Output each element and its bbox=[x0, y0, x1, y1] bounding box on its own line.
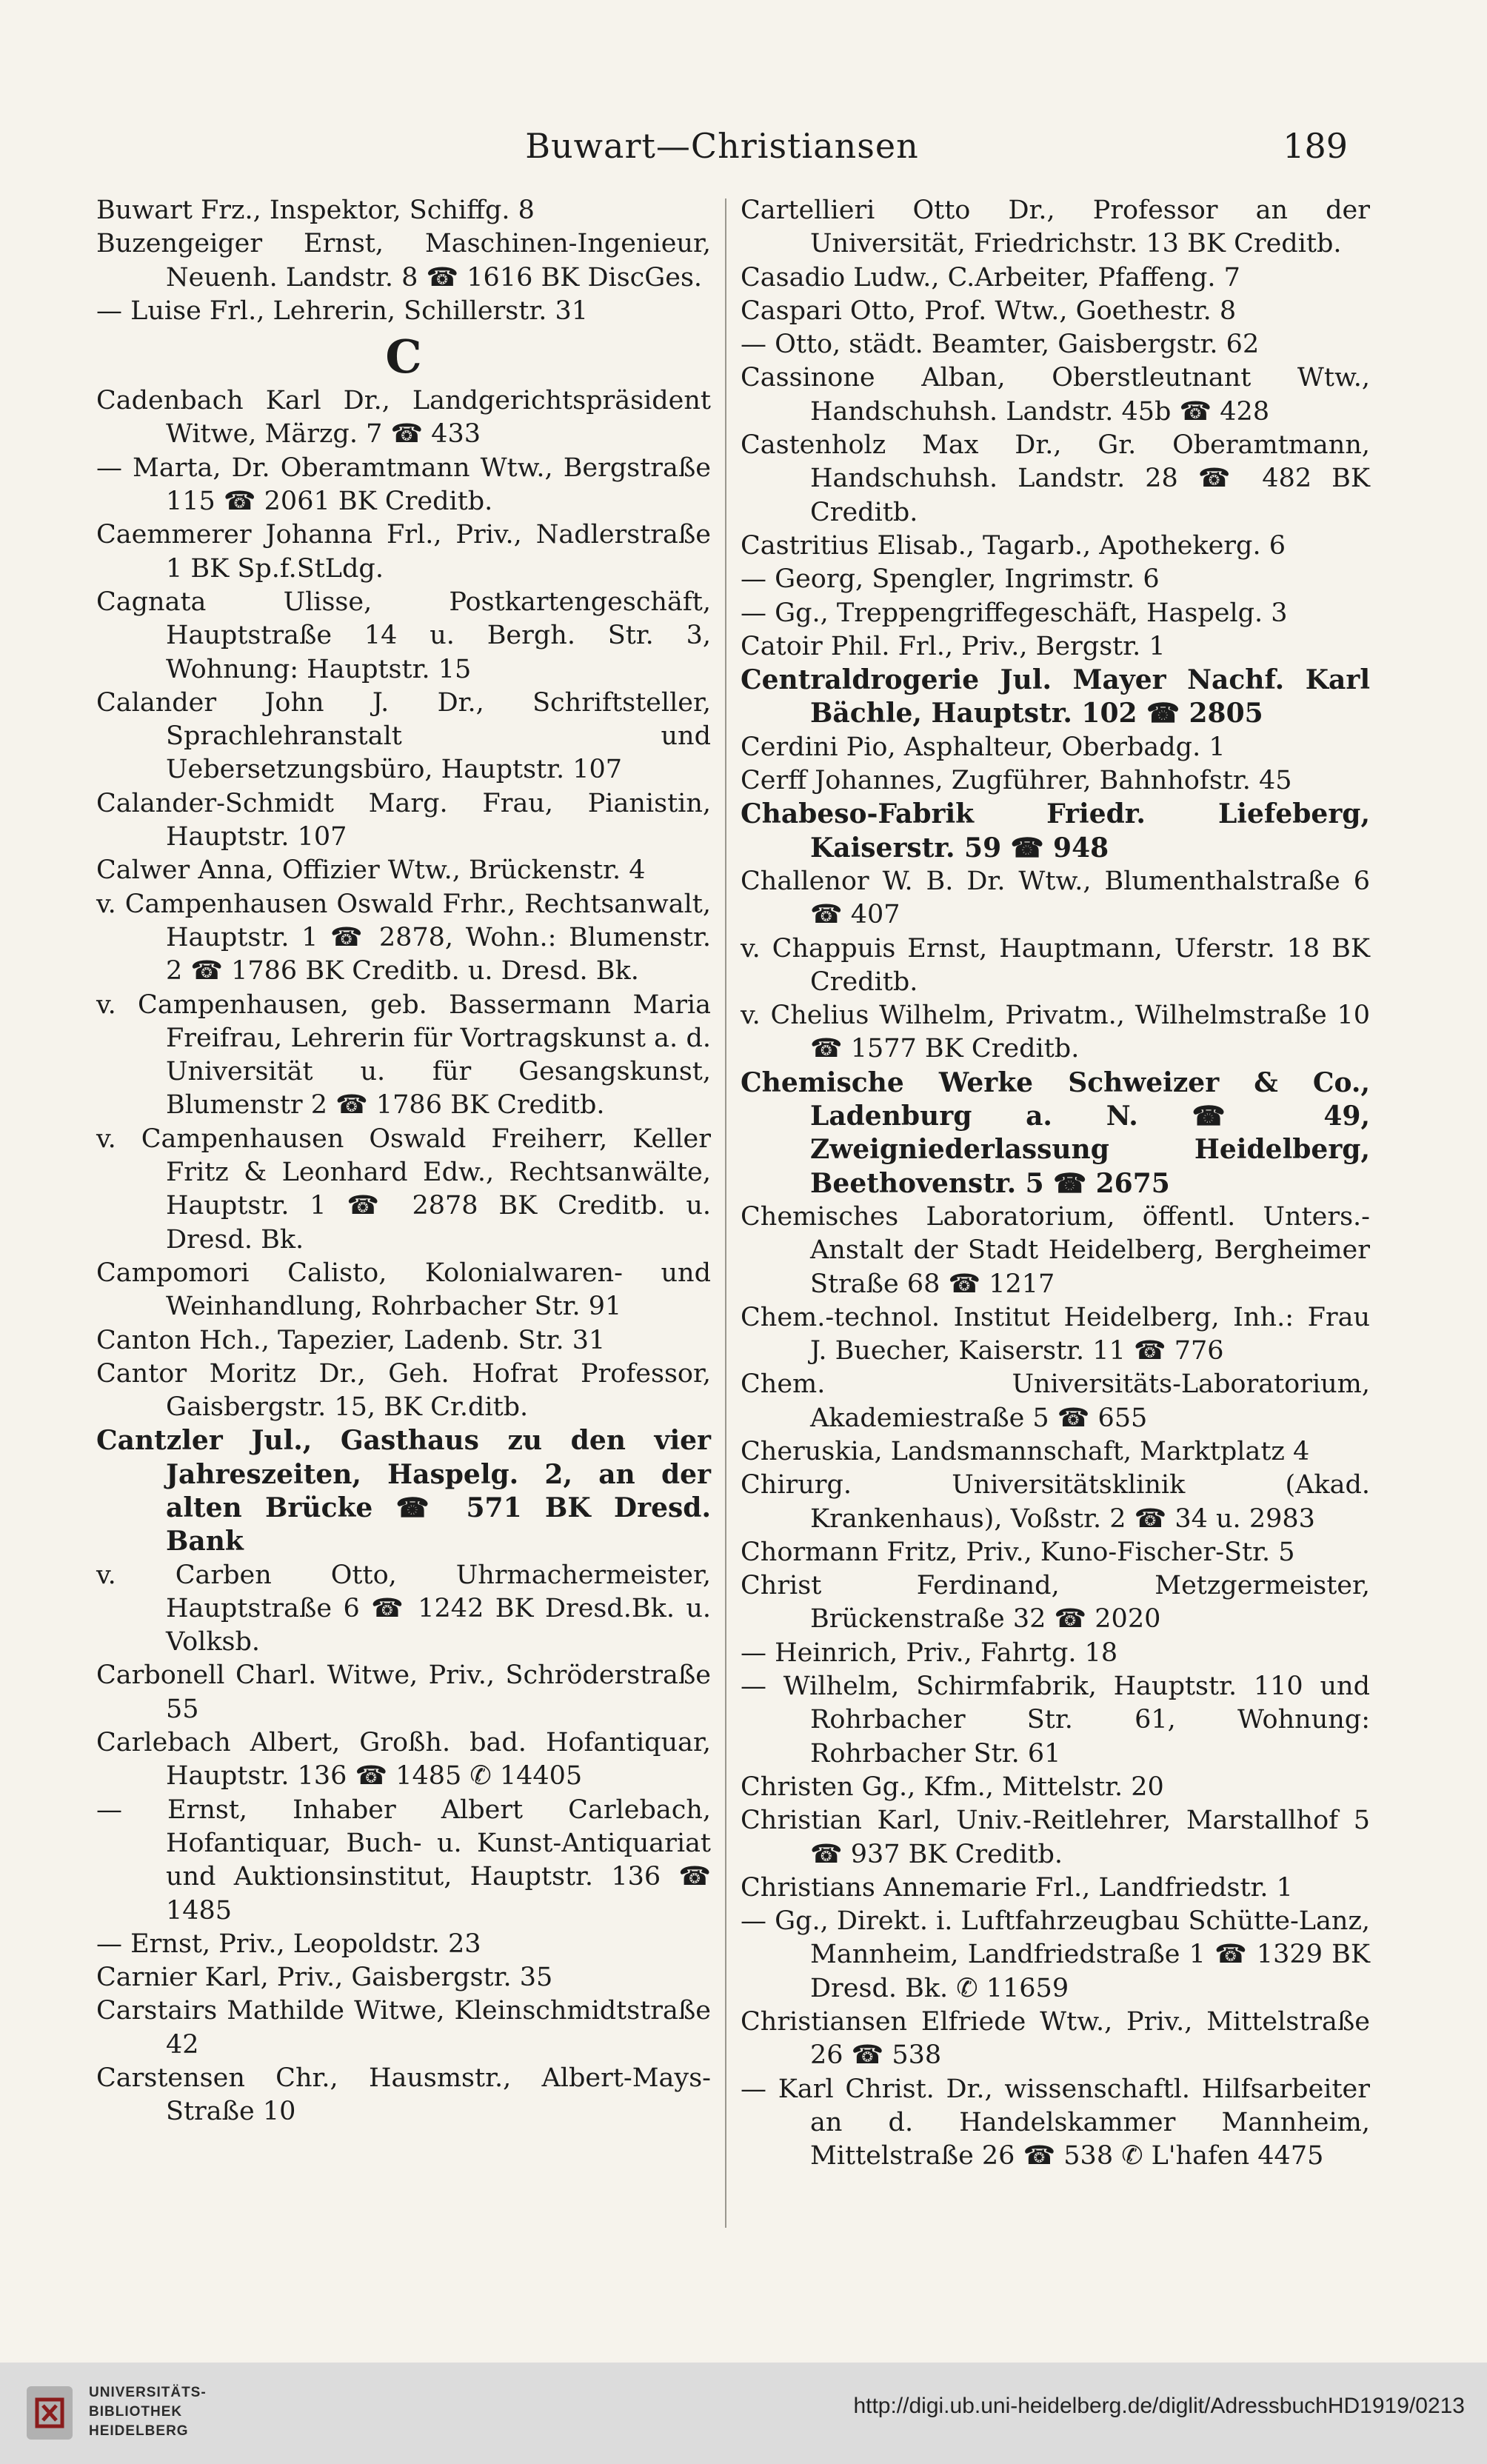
directory-entry: — Heinrich, Priv., Fahrtg. 18 bbox=[741, 1637, 1118, 1668]
directory-entry: Cagnata Ulisse, Postkartengeschäft, Hauptstraße 14 u. Bergh. Str. 3, Wohnung: Hauptstr. 15 bbox=[96, 587, 711, 684]
section-letter-heading: C bbox=[385, 330, 422, 384]
directory-entry: Chirurg. Universitätsklinik (Akad. Krankenhaus), Voßstr. 2 ☎ 34 u. 2983 bbox=[741, 1470, 1370, 1534]
directory-entry: Carnier Karl, Priv., Gaisbergstr. 35 bbox=[96, 1963, 553, 1993]
directory-entry-advert: Centraldrogerie Jul. Mayer Nachf. Karl Bächle, Hauptstr. 102 ☎ 2805 bbox=[741, 664, 1370, 729]
directory-entry: — Georg, Spengler, Ingrimstr. 6 bbox=[741, 564, 1160, 595]
directory-entry: Buzengeiger Ernst, Maschinen-Ingenieur, Neuenh. Landstr. 8 ☎ 1616 BK DiscGes. bbox=[96, 229, 711, 293]
directory-entry-advert: Chabeso-Fabrik Friedr. Liefeberg, Kaiserstr. 59 ☎ 948 bbox=[741, 798, 1370, 864]
directory-entry: Chem.-technol. Institut Heidelberg, Inh.: Frau J. Buecher, Kaiserstr. 11 ☎ 776 bbox=[741, 1302, 1370, 1366]
directory-entry: Chormann Fritz, Priv., Kuno-Fischer-Str. 5 bbox=[741, 1537, 1295, 1567]
directory-entry: Carstensen Chr., Hausmstr., Albert-Mays-Straße 10 bbox=[96, 2063, 711, 2127]
directory-entry: Cassinone Alban, Oberstleutnant Wtw., Handschuhsh. Landstr. 45b ☎ 428 bbox=[741, 363, 1370, 427]
directory-entry: Calander John J. Dr., Schriftsteller, Sprachlehranstalt und Uebersetzungsbüro, Hauptstr. 107 bbox=[96, 687, 711, 785]
right-column bbox=[741, 194, 1370, 2174]
directory-entry-advert: Cantzler Jul., Gasthaus zu den vier Jahreszeiten, Haspelg. 2, an der alten Brücke ☎ 571 BK Dresd. Bank bbox=[96, 1425, 711, 1557]
directory-entry: v. Chelius Wilhelm, Privatm., Wilhelmstraße 10 ☎ 1577 BK Creditb. bbox=[741, 1001, 1370, 1064]
directory-entry: Cheruskia, Landsmannschaft, Marktplatz 4 bbox=[741, 1436, 1310, 1466]
library-seal-icon bbox=[24, 2383, 76, 2443]
directory-entry: — Marta, Dr. Oberamtmann Wtw., Bergstraße 115 ☎ 2061 BK Creditb. bbox=[96, 453, 711, 517]
directory-entry: Castenholz Max Dr., Gr. Oberamtmann, Handschuhsh. Landstr. 28 ☎ 482 BK Creditb. bbox=[741, 430, 1370, 527]
directory-entry: — Luise Frl., Lehrerin, Schillerstr. 31 bbox=[96, 296, 588, 326]
directory-entry-advert: Chemische Werke Schweizer & Co., Ladenburg a. N. ☎ 49, Zweigniederlassung Heidelberg, Beethovenstr. 5 ☎ 2675 bbox=[741, 1066, 1370, 1199]
library-logo bbox=[24, 2379, 209, 2449]
directory-entry: Cantor Moritz Dr., Geh. Hofrat Professor, Gaisbergstr. 15, BK Cr.ditb. bbox=[96, 1358, 711, 1423]
footer-bar bbox=[0, 2363, 1487, 2464]
running-head: Buwart—Christiansen bbox=[525, 126, 919, 166]
column-divider bbox=[725, 198, 726, 2228]
directory-entry: Campomori Calisto, Kolonialwaren- und Weinhandlung, Rohrbacher Str. 91 bbox=[96, 1258, 711, 1322]
directory-entry: — Otto, städt. Beamter, Gaisbergstr. 62 bbox=[741, 330, 1260, 360]
directory-entry: — Wilhelm, Schirmfabrik, Hauptstr. 110 und Rohrbacher Str. 61, Wohnung: Rohrbacher Str. 61 bbox=[741, 1672, 1370, 1769]
directory-entry: — Gg., Treppengriffegeschäft, Haspelg. 3 bbox=[741, 598, 1288, 628]
directory-entry: Cerff Johannes, Zugführer, Bahnhofstr. 45 bbox=[741, 766, 1292, 796]
directory-entry: Castritius Elisab., Tagarb., Apothekerg. 6 bbox=[741, 530, 1286, 561]
directory-entry: Chem. Universitäts-Laboratorium, Akademiestraße 5 ☎ 655 bbox=[741, 1369, 1370, 1433]
directory-entry: Carlebach Albert, Großh. bad. Hofantiquar, Hauptstr. 136 ☎ 1485 ✆ 14405 bbox=[96, 1728, 711, 1792]
directory-entry: Caspari Otto, Prof. Wtw., Goethestr. 8 bbox=[741, 296, 1237, 326]
directory-entry: Caemmerer Johanna Frl., Priv., Nadlerstraße 1 BK Sp.f.StLdg. bbox=[96, 520, 711, 584]
directory-entry: v. Campenhausen Oswald Frhr., Rechtsanwalt, Hauptstr. 1 ☎ 2878, Wohn.: Blumenstr. 2 ☎ 1786 BK Creditb. u. Dresd. Bk. bbox=[96, 889, 711, 986]
directory-entry: Challenor W. B. Dr. Wtw., Blumenthalstraße 6 ☎ 407 bbox=[741, 866, 1370, 930]
directory-entry: Calander-Schmidt Marg. Frau, Pianistin, Hauptstr. 107 bbox=[96, 788, 711, 852]
directory-entry: — Karl Christ. Dr., wissenschaftl. Hilfsarbeiter an d. Handelskammer Mannheim, Mittelstraße 26 ☎ 538 ✆ L'hafen 4475 bbox=[741, 2074, 1370, 2171]
directory-entry: Cartellieri Otto Dr., Professor an der Universität, Friedrichstr. 13 BK Creditb. bbox=[741, 196, 1370, 259]
directory-entry: — Ernst, Inhaber Albert Carlebach, Hofantiquar, Buch- u. Kunst-Antiquariat und Auktionsinstitut, Hauptstr. 136 ☎ 1485 bbox=[96, 1794, 711, 1926]
directory-entry: Catoir Phil. Frl., Priv., Bergstr. 1 bbox=[741, 631, 1166, 661]
directory-entry: v. Chappuis Ernst, Hauptmann, Uferstr. 18 BK Creditb. bbox=[741, 933, 1370, 997]
directory-entry: Casadio Ludw., C.Arbeiter, Pfaffeng. 7 bbox=[741, 262, 1240, 293]
directory-entry: Chemisches Laboratorium, öffentl. Unters.-Anstalt der Stadt Heidelberg, Bergheimer Straße 68 ☎ 1217 bbox=[741, 1201, 1370, 1299]
left-column bbox=[96, 194, 711, 2129]
library-name: UNIVERSITÄTS- BIBLIOTHEK HEIDELBERG bbox=[89, 2385, 207, 2439]
directory-entry: Christian Karl, Univ.-Reitlehrer, Marstallhof 5 ☎ 937 BK Creditb. bbox=[741, 1806, 1370, 1869]
page-header bbox=[96, 126, 1348, 185]
directory-entry: Christ Ferdinand, Metzgermeister, Brückenstraße 32 ☎ 2020 bbox=[741, 1571, 1370, 1635]
directory-entry: v. Carben Otto, Uhrmachermeister, Hauptstraße 6 ☎ 1242 BK Dresd.Bk. u. Volksb. bbox=[96, 1560, 711, 1657]
directory-entry: — Ernst, Priv., Leopoldstr. 23 bbox=[96, 1929, 481, 1959]
directory-entry: Calwer Anna, Offizier Wtw., Brückenstr. 4 bbox=[96, 855, 646, 886]
directory-entry: v. Campenhausen Oswald Freiherr, Keller Fritz & Leonhard Edw., Rechtsanwälte, Hauptstr. 1 ☎ 2878 BK Creditb. u. Dresd. Bk. bbox=[96, 1124, 711, 1255]
source-url[interactable]: http://digi.ub.uni-heidelberg.de/diglit/AdressbuchHD1919/0213 bbox=[853, 2394, 1465, 2418]
page-number: 189 bbox=[1283, 126, 1348, 166]
directory-entry: Carstairs Mathilde Witwe, Kleinschmidtstraße 42 bbox=[96, 1996, 711, 2060]
directory-entry: — Gg., Direkt. i. Luftfahrzeugbau Schütte-Lanz, Mannheim, Landfriedstraße 1 ☎ 1329 BK Dresd. Bk. ✆ 11659 bbox=[741, 1906, 1371, 2003]
directory-entry: Canton Hch., Tapezier, Ladenb. Str. 31 bbox=[96, 1325, 606, 1355]
directory-entry: v. Campenhausen, geb. Bassermann Maria Freifrau, Lehrerin für Vortragskunst a. d. Universität u. für Gesangskunst, Blumenstr 2 ☎ 1786 BK Creditb. bbox=[96, 989, 711, 1121]
directory-entry: Cadenbach Karl Dr., Landgerichtspräsident Witwe, Märzg. 7 ☎ 433 bbox=[96, 386, 711, 450]
directory-entry: Christiansen Elfriede Wtw., Priv., Mittelstraße 26 ☎ 538 bbox=[741, 2007, 1370, 2071]
directory-entry: Carbonell Charl. Witwe, Priv., Schröderstraße 55 bbox=[96, 1660, 711, 1724]
directory-entry: Christians Annemarie Frl., Landfriedstr. 1 bbox=[741, 1872, 1293, 1903]
directory-entry: Buwart Frz., Inspektor, Schiffg. 8 bbox=[96, 196, 535, 225]
directory-entry: Cerdini Pio, Asphalteur, Oberbadg. 1 bbox=[741, 732, 1226, 762]
directory-entry: Christen Gg., Kfm., Mittelstr. 20 bbox=[741, 1772, 1164, 1802]
